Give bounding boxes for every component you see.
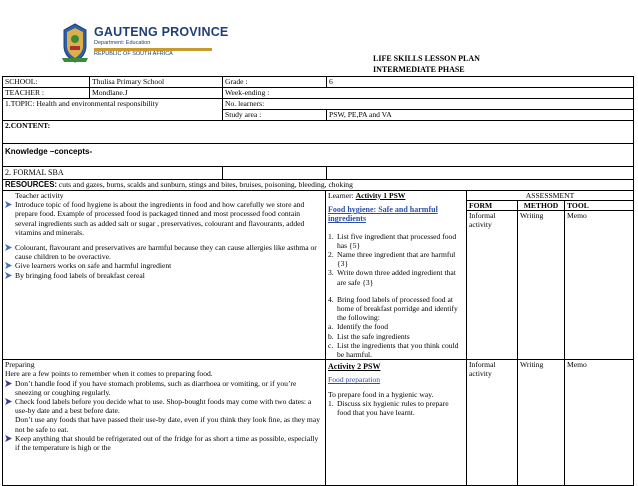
- arrow-bullet-icon: [5, 435, 12, 442]
- logo-department: Department: Education: [94, 40, 151, 46]
- row-resources: [3, 180, 634, 191]
- teacher-bullet-2: [5, 243, 323, 261]
- assessment-1-method: Writing: [518, 211, 565, 360]
- question-4: 4. Bring food labels of processed food at home of breakfast porridge and identify the following:: [328, 294, 458, 323]
- activity-2-intro: To prepare food in a hygienic way.: [328, 389, 434, 399]
- teacher-bullet-2-text: Colourant, flavourant and preservatives are harmful because they can cause allergies like asthma or cause children to be overactive.: [15, 243, 317, 262]
- lesson-plan-table: [2, 76, 634, 486]
- logo-title: GAUTENG PROVINCE: [94, 25, 229, 39]
- preparing-bullet-3: [5, 434, 323, 452]
- preparing-bullet-2-tail: Don’t use any foods that have passed their use-by date, even if you think they look fine, as they may not be safe to eat.: [15, 415, 321, 434]
- plan-title-line1: LIFE SKILLS LESSON PLAN: [373, 54, 480, 63]
- preparing-bullet-1-text: Don’t handle food if you have stomach problems, such as diarrhoea or vomiting, or if you’re sneezing or coughing regularly.: [15, 378, 297, 397]
- food-hygiene-heading: Food hygiene: Safe and harmful ingredients: [328, 205, 438, 224]
- food-preparation-heading: Food preparation: [328, 375, 381, 385]
- knowledge-heading: Knowledge –concepts-: [3, 144, 634, 167]
- sub-question-c: c. List the ingredients that you think could be harmful.: [328, 340, 459, 360]
- activity-2-cell: [326, 360, 467, 486]
- arrow-bullet-icon: [5, 262, 12, 269]
- learner-label: Learner:: [328, 191, 356, 200]
- school-label: SCHOOL:: [3, 77, 90, 88]
- school-value: Thulisa Primary School: [90, 77, 223, 88]
- study-area-label: Study area :: [223, 110, 327, 121]
- gauteng-logo: [60, 22, 229, 66]
- arrow-bullet-icon: [5, 201, 12, 208]
- logo-country: REPUBLIC OF SOUTH AFRICA: [94, 51, 173, 57]
- assessment-1-form: Informal activity: [467, 211, 518, 360]
- row-knowledge: [3, 144, 634, 167]
- preparing-cell: [3, 360, 326, 486]
- learners-label: No. learners:: [223, 99, 634, 110]
- question-1: 1. List five ingredient that processed food has {5}: [328, 231, 457, 250]
- preparing-bullet-3-text: Keep anything that should be refrigerated out of the fridge for as short a time as possible, especially if the temperature is high or the: [15, 433, 319, 453]
- sub-question-b: b. List the safe ingredients: [328, 331, 410, 341]
- assessment-2-method: Writing: [518, 360, 565, 486]
- grade-value: 6: [327, 77, 634, 88]
- row-teacher: [3, 88, 634, 99]
- learner-questions-1: [328, 232, 464, 287]
- plan-title-line2: INTERMEDIATE PHASE: [373, 65, 465, 74]
- teacher-value: Mondlane.J: [90, 88, 223, 99]
- arrow-bullet-icon: [5, 244, 12, 251]
- row-block1-header: [3, 191, 634, 201]
- teacher-bullet-3: [5, 261, 323, 270]
- col-form: FORM: [467, 201, 518, 211]
- preparing-heading: Preparing: [5, 360, 35, 370]
- week-ending-label: Week-ending :: [223, 88, 634, 99]
- learner-activity-link: Activity 1 PSW: [355, 191, 406, 200]
- plan-title: [373, 53, 480, 75]
- preparing-bullet-1: [5, 379, 323, 397]
- empty-cell: [223, 167, 327, 180]
- preparing-intro: Here are a few points to remember when it comes to preparing food.: [5, 369, 213, 379]
- grade-label: Grade :: [223, 77, 327, 88]
- learner-line: [328, 191, 464, 200]
- teacher-label: TEACHER :: [3, 88, 90, 99]
- topic: 1.TOPIC: Health and environmental responsibility: [3, 99, 223, 121]
- resources: [3, 180, 634, 191]
- col-method: METHOD: [518, 201, 565, 211]
- teacher-activity-heading: Teacher activity: [15, 191, 64, 200]
- question-2: 2. Name three ingredient that are harmful {3}: [328, 250, 456, 269]
- row-content: [3, 121, 634, 144]
- empty-cell: [327, 167, 634, 180]
- row-sba: [3, 167, 634, 180]
- row-topic: [3, 99, 634, 110]
- preparing-bullet-2-text: Check food labels before you decide what to use. Shop-bought foods may come with two dates: a use-by date and a best before date.: [15, 397, 312, 416]
- assessment-2-tool: Memo: [565, 360, 634, 486]
- study-area-value: PSW, PE,PA and VA: [327, 110, 634, 121]
- activity-2-question-1: 1. Discuss six hygienic rules to prepare food that you have learnt.: [328, 398, 449, 418]
- resources-label: RESOURCES:: [5, 180, 57, 189]
- activity-2-heading: Activity 2 PSW: [328, 362, 381, 372]
- preparing-bullet-2: [5, 397, 323, 415]
- assessment-1-tool: Memo: [565, 211, 634, 360]
- arrow-bullet-icon: [5, 398, 12, 405]
- row-block2: [3, 360, 634, 486]
- sub-question-a: a. Identify the food: [328, 322, 389, 332]
- arrow-bullet-icon: [5, 380, 12, 387]
- teacher-bullet-1: [5, 200, 323, 237]
- teacher-bullet-3-tail-text: By bringing food labels of breakfast cereal: [15, 270, 145, 280]
- col-tool: TOOL: [565, 201, 634, 211]
- assessment-2-form: Informal activity: [467, 360, 518, 486]
- teacher-bullet-3-tail: [5, 271, 323, 280]
- formal-sba: 2. FORMAL SBA: [3, 167, 223, 180]
- teacher-bullet-1-text: Introduce topic of food hygiene is about the ingredients in food and how carefully we store and prepare food. Example of processed food is packaged tinned and most processed food contain several ingredients such as added salt or sugar , preservatives, colourant and flavourants, added vitamins and minerals.: [15, 200, 305, 237]
- coat-of-arms-icon: [60, 22, 90, 64]
- teacher-activity-cell: [3, 191, 326, 360]
- content-heading: 2.CONTENT:: [3, 121, 634, 144]
- learner-activity-cell: [326, 191, 467, 360]
- row-school: [3, 77, 634, 88]
- teacher-bullet-3-text: Give learners works on safe and harmful ingredient: [15, 261, 172, 271]
- question-3: 3. Write down three added ingredient that are safe {3}: [328, 268, 456, 287]
- assessment-title: ASSESSMENT: [467, 191, 634, 201]
- arrow-bullet-icon: [5, 272, 12, 279]
- resources-value: cuts and gazes, burns, scalds and sunburn, stings and bites, bruises, poisoning, bleeding, choking: [57, 180, 353, 189]
